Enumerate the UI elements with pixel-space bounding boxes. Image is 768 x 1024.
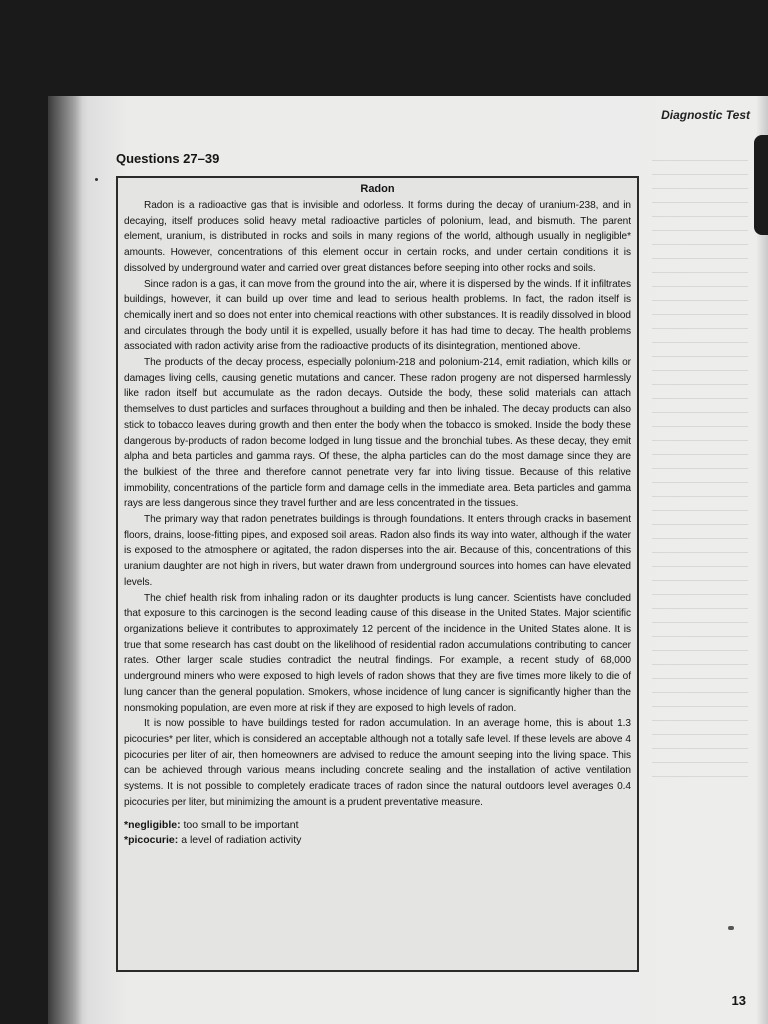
footnote-picocurie <box>124 833 631 848</box>
passage-paragraph-6: It is now possible to have buildings tested for radon accumulation. In an average home, this is about 1.3 picocuries* per liter, which is considered an acceptable although not a totally safe level. If these levels are above 4 picocuries per liter of air, then homeowners are advised to reduce the amount seeping into the living space. This can be achieved through various means including concrete sealing and the installation of active ventilation systems. It is not possible to completely eradicate traces of radon since the natural outdoors level averages 0.4 picocuries per liter, but minimizing the amount is a prudent preventative measure. <box>124 718 631 808</box>
footnote-negligible <box>124 818 631 833</box>
footnotes <box>124 818 631 848</box>
scan-speck <box>728 926 734 930</box>
book-spine-shadow <box>48 96 82 1024</box>
reading-passage-box <box>116 176 639 972</box>
passage-paragraph-2: Since radon is a gas, it can move from the ground into the air, where it is dispersed by the winds. If it infiltrates buildings, however, it can build up over time and lead to serious health problems. In fact, the radon itself is chemically inert and so does not enter into chemical reactions with other substances. It is readily dissolved in blood and circulates through the body until it is expelled, usually before it has had time to decay. The health problems associated with radon activity arise from the radioactive products of its disintegration, mentioned above. <box>124 278 631 353</box>
passage-title: Radon <box>360 183 395 195</box>
footnote-term: *negligible: <box>124 819 181 832</box>
scan-speck <box>95 178 98 181</box>
questions-heading: Questions 27–39 <box>116 151 220 166</box>
section-thumb-tab <box>754 135 768 235</box>
passage-paragraph-1: Radon is a radioactive gas that is invisible and odorless. It forms during the decay of uranium-238, and in decaying, itself produces solid heavy metal radioactive particles of polonium, lead, and bismuth. The parent element, uranium, is distributed in rocks and soils in many regions of the world, although usually in negligible* amounts. However, concentrations of this element occur in certain rocks, and under certain conditions it is dissolved by underground water and carried over great distances before seeping into other rocks and soils. <box>124 200 631 274</box>
footnote-definition: too small to be important <box>183 819 299 832</box>
passage-paragraph-5: The chief health risk from inhaling radon or its daughter products is lung cancer. Scientists have concluded that exposure to this carcinogen is the second leading cause of this disease in the United States. Major scientific organizations believe it contributes to approximately 12 percent of the incidence in the United States alone. It is true that some research has cast doubt on the likelihood of residential radon accumulations contributing to cancer rates. Other larger scale studies contradict the neutral findings. For example, a recent study of 68,000 underground miners who were exposed to high levels of radon shows that they are five times more likely to die of lung cancer than the general population. Smokers, whose incidence of lung cancer is significantly higher than the nonsmoking population, are even more at risk if they are exposed to high levels of radon. <box>124 592 631 714</box>
footnote-definition: a level of radiation activity <box>181 834 302 847</box>
passage-paragraph-3: The products of the decay process, especially polonium-218 and polonium-214, emit radiation, which kills or damages living cells, causing genetic mutations and cancer. These radon progeny are not dispersed harmlessly like radon itself but accumulate as the radon decays. Outside the body, these solid materials can attach themselves to dust particles and surfaces throughout a building and then be inhaled. The decay products can also stick to tobacco leaves during growth and then enter the body when the tobacco is smoked. Inside the body these dangerous by-products of radon become lodged in lung tissue and the bronchial tubes. As these decay, they emit alpha and beta particles and gamma rays. Of these, the alpha particles can do the most damage since they are the bulkiest of the three and therefore cannot penetrate very far into living tissue. Because of this relative immobility, concentrations of the particle form and damage cells in the immediate area. Beta particles and gamma rays are less dangerous since they travel further and are less concentrated in the tissues. <box>124 357 631 510</box>
footnote-term: *picocurie: <box>124 834 179 847</box>
passage-paragraph-4: The primary way that radon penetrates buildings is through foundations. It enters through cracks in basement floors, drains, loose-fitting pipes, and exposed soil areas. Radon also finds its way into water, although if the water is exposed to the atmosphere or agitated, the radon disperses into the air. Because of this, concentrations of this uranium daughter are not high in rivers, but water drawn from underground sources into homes can have elevated levels. <box>124 514 631 588</box>
running-head: Diagnostic Test <box>661 108 750 122</box>
page-number: 13 <box>731 993 746 1008</box>
show-through-text <box>652 160 748 780</box>
page-edge-shadow <box>756 96 768 1024</box>
